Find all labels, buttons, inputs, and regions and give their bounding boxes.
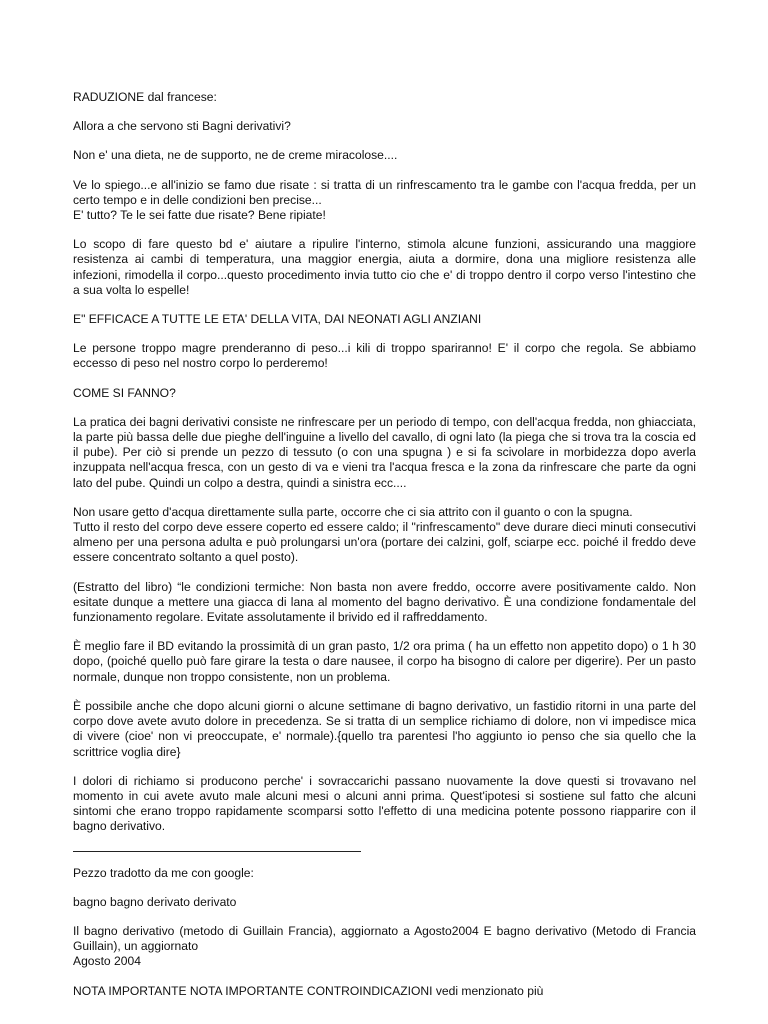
- doc-paragraph: Lo scopo di fare questo bd e' aiutare a ripulire l'interno, stimola alcune funzioni, assicurando una maggiore resistenza ai cambi di temperatura, una maggior energia, aiuta a dormire, dona una migliore resistenza alle infezioni, rimodella il corpo...questo procedimento invia tutto cio che e' di troppo dentro il corpo verso l'intestino che a sua volta lo espelle!: [73, 237, 696, 297]
- doc-paragraph: È meglio fare il BD evitando la prossimità di un gran pasto, 1/2 ora prima ( ha un effetto non appetito dopo) o 1 h 30 dopo, (poiché quello può fare girare la testa o dare nausee, il corpo ha bisogno di calore per digerire). Per un pasto normale, dunque non troppo consistente, non un problema.: [73, 639, 696, 684]
- doc-paragraph: Il bagno derivativo (metodo di Guillain Francia), aggiornato a Agosto2004 E bagno derivativo (Metodo di Francia Guillain), un aggiornato: [73, 923, 696, 954]
- doc-paragraph: E' tutto? Te le sei fatte due risate? Bene ripiate!: [73, 208, 326, 223]
- doc-paragraph: La pratica dei bagni derivativi consiste ne rinfrescare per un periodo di tempo, con dell'acqua fredda, non ghiacciata, la parte più bassa delle due pieghe dell'inguine a livello del cavallo, di ogni lato (la piega che si trova tra la coscia ed il pube). Per ciò si prende un pezzo di tessuto (o con una spugna ) e si fa scivolare in morbidezza dopo averla inzuppata nell'acqua fresca, con un gesto di va e vieni tra l'acqua fresca e la zona da rinfrescare che parte da ogni lato del pube. Quindi un colpo a destra, quindi a sinistra ecc....: [73, 414, 696, 490]
- doc-paragraph: (Estratto del libro) “le condizioni termiche: Non basta non avere freddo, occorre avere positivamente caldo. Non esitate dunque a mettere una giacca di lana al momento del bagno derivativo. È una condizione fondamentale del funzionamento regolare. Evitate assolutamente il brivido ed il raffreddamento.: [73, 579, 696, 625]
- doc-paragraph: I dolori di richiamo si producono perche' i sovraccarichi passano nuovamente la dove questi si trovavano nel momento in cui avete avuto male alcuni mesi o alcuni anni prima. Quest'ipotesi si sostiene sul fatto che alcuni sintomi che erano troppo rapidamente scomparsi sotto l'effetto di una medicina potente possono riapparire con il bagno derivativo.: [73, 773, 696, 834]
- doc-paragraph: È possibile anche che dopo alcuni giorni o alcune settimane di bagno derivativo, un fastidio ritorni in una parte del corpo dove avete avuto dolore in precedenza. Se si tratta di un semplice richiamo di dolore, non vi impedisce mica di vivere (cioe' non vi preoccupate, e' normale).{quello tra parentesi l'ho aggiunto io penso che sia quello che la scrittrice voglia dire}: [73, 698, 696, 759]
- doc-paragraph: Le persone troppo magre prenderanno di peso...i kili di troppo spariranno! E' il corpo che regola. Se abbiamo eccesso di peso nel nostro corpo lo perderemo!: [73, 341, 696, 371]
- doc-paragraph: Tutto il resto del corpo deve essere coperto ed essere caldo; il "rinfrescamento" deve durare dieci minuti consecutivi almeno per una persona adulta e può prolungarsi un'ora (portare dei calzini, golf, sciarpe ecc. poiché il freddo deve essere concentrato soltanto a quel posto).: [73, 520, 696, 565]
- doc-paragraph-group: [73, 178, 696, 224]
- horizontal-rule: [73, 851, 361, 852]
- doc-paragraph: NOTA IMPORTANTE NOTA IMPORTANTE CONTROINDICAZIONI vedi menzionato più: [73, 983, 544, 998]
- doc-paragraph: Agosto 2004: [73, 954, 141, 969]
- doc-paragraph: Non usare getto d'acqua direttamente sulla parte, occorre che ci sia attrito con il guanto o con la spugna.: [73, 504, 633, 519]
- doc-paragraph: Allora a che servono sti Bagni derivativi?: [73, 119, 291, 134]
- doc-section-heading: COME SI FANNO?: [73, 385, 176, 400]
- doc-paragraph-group: [73, 924, 696, 970]
- doc-paragraph: bagno bagno derivato derivato: [73, 894, 237, 909]
- doc-paragraph: Pezzo tradotto da me con google:: [73, 865, 254, 880]
- doc-paragraph-group: [73, 505, 696, 566]
- doc-paragraph: Ve lo spiego...e all'inizio se famo due risate : si tratta di un rinfrescamento tra le gambe con l'acqua fredda, per un certo tempo e in delle condizioni ben precise...: [73, 177, 696, 207]
- doc-paragraph: Non e' una dieta, ne de supporto, ne de creme miracolose....: [73, 148, 398, 163]
- doc-section-heading: E" EFFICACE A TUTTE LE ETA' DELLA VITA, DAI NEONATI AGLI ANZIANI: [73, 312, 482, 327]
- doc-heading: RADUZIONE dal francese:: [73, 90, 217, 104]
